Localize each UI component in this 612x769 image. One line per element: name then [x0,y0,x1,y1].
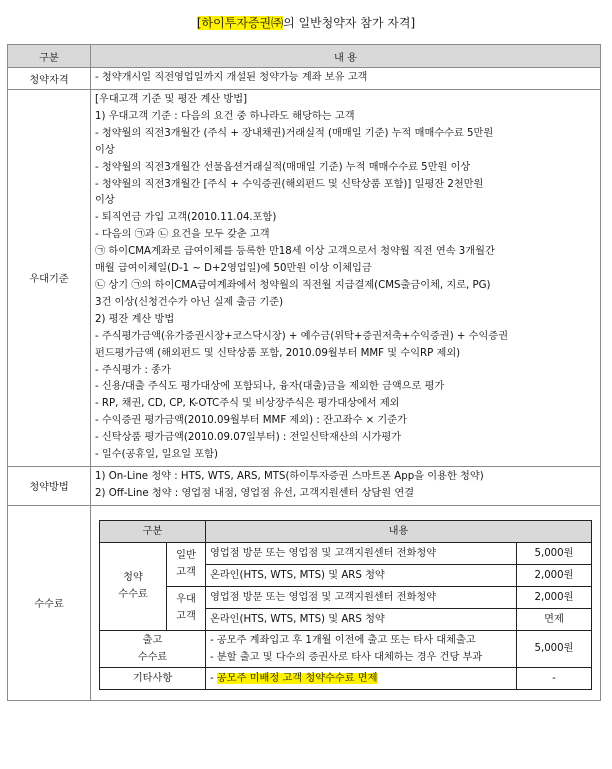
etc-content [206,667,517,689]
etc-fee: - [517,667,592,689]
page-title [193,13,419,32]
preferred-content [91,90,601,467]
preferred-line: 1) 우대고객 기준 : 다음의 요건 중 하나라도 해당하는 고객 [95,110,355,122]
withdraw-conditions [206,630,517,667]
preferred-line: - 주식평가 : 종가 [95,364,171,376]
preferred-line: - 신탁상품 평가금액(2010.09.07일부터) : 전일신탁재산의 시가평가 [95,432,402,444]
preferred-line: 3건 이상(신청건수가 아닌 실제 출금 기준) [95,296,284,308]
row-label-method: 청약방법 [8,466,91,505]
fee-header-content: 내용 [206,520,592,542]
header-category: 구분 [8,45,91,68]
title-highlight: [하이투자증권㈜ [196,16,284,30]
fee-channel: 온라인(HTS, WTS, MTS) 및 ARS 청약 [206,564,517,586]
fee-amount: 2,000원 [517,586,592,608]
eligibility-text: - 청약개시일 직전영업일까지 개설된 청약가능 계좌 보유 고객 [91,68,601,90]
row-method [8,466,601,505]
fee-channel: 영업점 방문 또는 영업점 및 고객지원센터 전화청약 [206,586,517,608]
preferred-line: 이상 [95,144,115,156]
preferred-line: - 청약월의 직전3개월간 [주식 + 수익증권(해외펀드 및 신탁상품 포함)] 일평잔 2천만원 [95,178,484,190]
fee-table [99,520,592,690]
withdraw-row [100,630,592,667]
fee-header-category: 구분 [100,520,206,542]
fee-amount: 2,000원 [517,564,592,586]
row-label-eligibility: 청약자격 [8,68,91,90]
preferred-line: - 일수(공휴일, 일요일 포함) [95,449,218,461]
row-fees [8,505,601,700]
etc-label: 기타사항 [100,667,206,689]
preferred-line: - 신용/대출 주식도 평가대상에 포함되나, 융자(대출)금을 제외한 금액으로 평가 [95,381,445,393]
method-line: 2) Off-Line 청약 : 영업점 내점, 영업점 유선, 고객지원센터 상담원 연결 [95,487,415,499]
fee-row [100,586,592,608]
fees-content [91,505,601,700]
withdraw-fee-label: 출고 수수료 [100,630,206,667]
row-preferred [8,90,601,467]
title-wrap [0,12,612,32]
preferred-line: - 다음의 ㉠과 ㉡ 요건을 모두 갖춘 고객 [95,229,270,241]
header-content: 내 용 [91,45,601,68]
subscription-fee-label: 청약 수수료 [100,542,167,630]
fee-channel: 영업점 방문 또는 영업점 및 고객지원센터 전화청약 [206,542,517,564]
preferred-line: 매월 급여이체일(D-1 ~ D+2영업일)에 50만원 이상 이체입금 [95,263,372,275]
withdraw-line: - 공모주 계좌입고 후 1개월 이전에 출고 또는 타사 대체출고 [210,634,476,646]
etc-highlight-text: 공모주 미배정 고객 청약수수료 면제 [216,672,378,684]
row-eligibility [8,68,601,90]
fee-amount: 면제 [517,608,592,630]
withdraw-fee-amount: 5,000원 [517,630,592,667]
title-rest: 의 일반청약자 참가 자격] [283,16,416,30]
row-label-preferred: 우대기준 [8,90,91,467]
preferred-line: - 퇴직연금 가입 고객(2010.11.04.포함) [95,212,277,224]
preferred-customer-label: 우대 고객 [167,586,206,630]
method-content [91,466,601,505]
etc-row [100,667,592,689]
preferred-line: - 수익증권 평가금액(2010.09월부터 MMF 제외) : 잔고좌수 × 기준가 [95,415,407,427]
preferred-line: - 청약월의 직전3개월간 선물옵션거래실적(매매일 기준) 누적 매매수수료 5만원 이상 [95,161,471,173]
fee-channel: 온라인(HTS, WTS, MTS) 및 ARS 청약 [206,608,517,630]
general-customer-label: 일반 고객 [167,542,206,586]
method-line: 1) On-Line 청약 : HTS, WTS, ARS, MTS(하이투자증권 스마트폰 App을 이용한 청약) [95,470,484,482]
preferred-line: [우대고객 기준 및 평잔 계산 방법] [95,94,248,105]
preferred-line: - RP, 채권, CD, CP, K-OTC주식 및 비상장주식은 평가대상에서 제외 [95,398,400,410]
preferred-line: ㉡ 상기 ㉠의 하이CMA급여계좌에서 청약월의 직전월 지급결제(CMS출금이체, 지로, PG) [95,279,491,291]
withdraw-line: - 분할 출고 및 다수의 증권사로 타사 대체하는 경우 건당 부과 [210,651,483,663]
fee-amount: 5,000원 [517,542,592,564]
fee-row [100,542,592,564]
eligibility-table [7,44,601,701]
preferred-line: - 주식평가금액(유가증권시장+코스닥시장) + 예수금(위탁+증권저축+수익증권) + 수익증권 [95,330,509,342]
table-header-row [8,45,601,68]
preferred-line: 펀드평가금액 (해외펀드 및 신탁상품 포함, 2010.09월부터 MMF 및 수익RP 제외) [95,347,461,359]
row-label-fees: 수수료 [8,505,91,700]
preferred-line: - 청약월의 직전3개월간 (주식 + 장내채권)거래실적 (매매일 기준) 누적 매매수수료 5만원 [95,127,494,139]
preferred-line: 2) 평잔 계산 방법 [95,313,175,325]
preferred-line: 이상 [95,195,115,207]
preferred-line: ㉠ 하이CMA계좌로 급여이체를 등록한 만18세 이상 고객으로서 청약월 직전 연속 3개월간 [95,246,495,258]
fee-table-header [100,520,592,542]
etc-prefix: - [210,672,217,684]
